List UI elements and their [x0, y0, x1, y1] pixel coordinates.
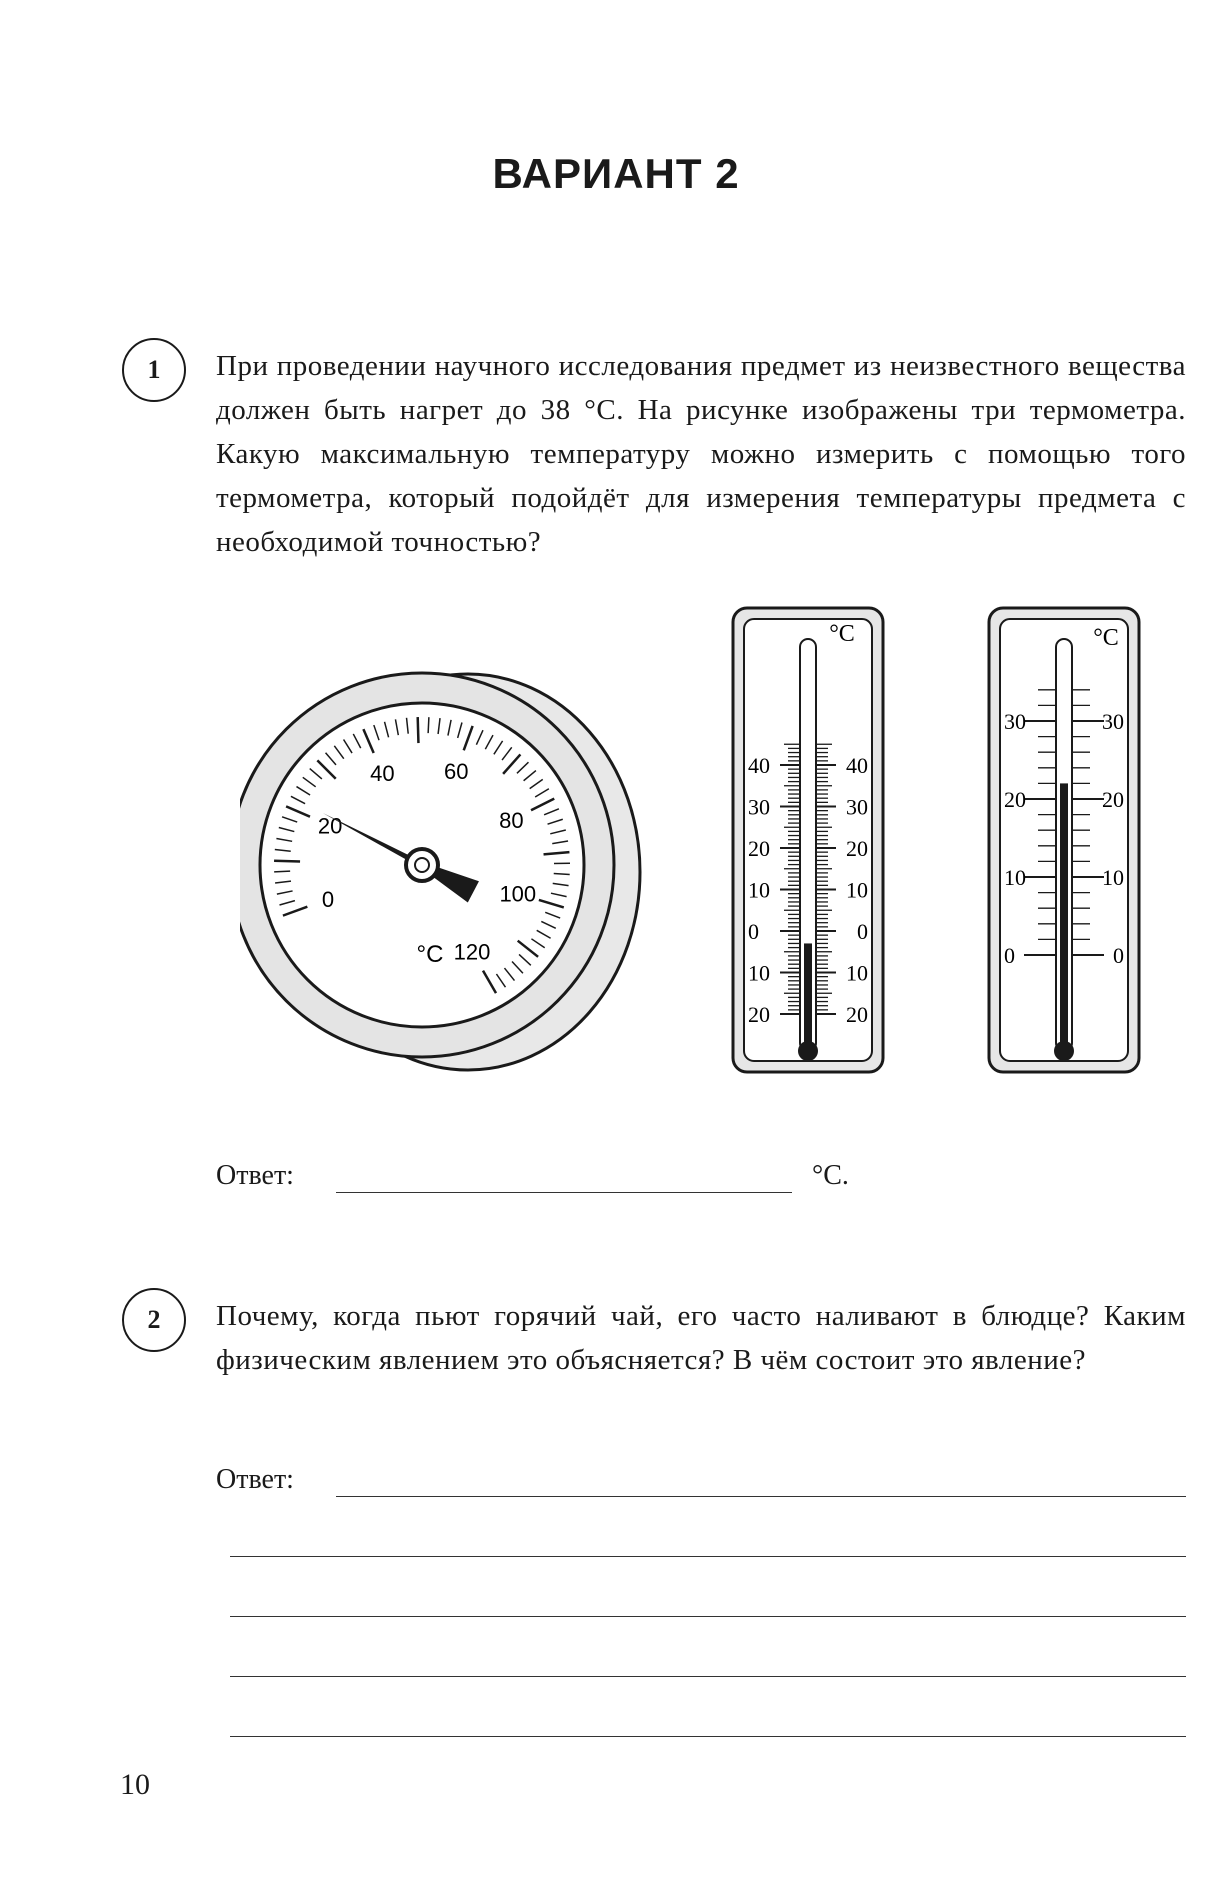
- dial-label: 0: [321, 887, 335, 913]
- answer-2-line-2[interactable]: [230, 1556, 1186, 1557]
- question-number-2: 2: [122, 1288, 186, 1352]
- t2-left-label: 30: [1004, 709, 1026, 734]
- question-2-text: Почему, когда пьют горячий чай, его часто наливают в блюдце? Каким физическим явлением это объясняется? В чём состоит это явление?: [216, 1300, 1186, 1376]
- t2-left-label: 20: [1004, 787, 1026, 812]
- t2-right-label: 10: [1102, 865, 1124, 890]
- tube-1-liquid: [804, 943, 812, 1051]
- t1-right-label: 20: [846, 836, 868, 861]
- tube-2-unit: °С: [1093, 625, 1119, 651]
- page-number: 10: [120, 1768, 150, 1801]
- answer-1-unit: °С.: [812, 1160, 849, 1191]
- dial-label: 120: [453, 939, 491, 965]
- tube-1-unit: °С: [829, 621, 855, 647]
- t1-left-label: 0: [748, 919, 759, 944]
- dial-label: 20: [317, 813, 343, 839]
- tube-2-bulb: [1054, 1041, 1074, 1061]
- dial-unit: °С: [416, 941, 444, 968]
- dial-tick: [274, 871, 290, 872]
- question-number-1: 1: [122, 338, 186, 402]
- t1-right-label: 30: [846, 794, 868, 820]
- answer-2-line-3[interactable]: [230, 1616, 1186, 1617]
- t2-left-label: 10: [1004, 865, 1026, 890]
- t1-left-label: 20: [748, 1002, 770, 1027]
- t2-right-label: 0: [1113, 943, 1124, 968]
- answer-2-line-4[interactable]: [230, 1676, 1186, 1677]
- tube-2-liquid: [1060, 783, 1068, 1051]
- tube-thermometer-1: [730, 605, 886, 1075]
- question-1-text: При проведении научного исследования предмет из неизвестного вещества должен быть нагрет до 38 °С. На рисунке изображены три термометра. Какую максимальную температуру можно измерить с помощью того термометра, который подойдёт для измерения температуры предмета с необходимой точностью?: [216, 350, 1186, 558]
- answer-1-label: Ответ:: [216, 1160, 294, 1191]
- t1-left-label: 20: [748, 836, 770, 861]
- page-title: ВАРИАНТ 2: [492, 150, 740, 197]
- dial-label: 60: [443, 759, 469, 785]
- dial-label: 40: [370, 761, 395, 787]
- dial-tick: [554, 873, 570, 874]
- answer-2-label: Ответ:: [216, 1464, 294, 1495]
- t1-left-label: 10: [748, 877, 770, 903]
- answer-2-line-5[interactable]: [230, 1736, 1186, 1737]
- dial-tick: [428, 717, 429, 733]
- tube-1-bulb: [798, 1041, 818, 1061]
- t2-right-label: 30: [1102, 709, 1124, 734]
- t2-right-label: 20: [1102, 787, 1124, 812]
- t1-right-label: 20: [846, 1002, 868, 1027]
- answer-1-line[interactable]: [336, 1192, 792, 1193]
- t1-right-label: 10: [846, 877, 868, 903]
- t1-left-label: 40: [748, 753, 770, 778]
- t1-left-label: 10: [748, 960, 770, 986]
- t1-right-label: 10: [846, 960, 868, 986]
- t2-left-label: 0: [1004, 943, 1015, 968]
- dial-tick: [274, 861, 300, 862]
- answer-2-line-1[interactable]: [336, 1496, 1186, 1497]
- dial-thermometer: [240, 650, 660, 1090]
- dial-label: 100: [499, 881, 537, 907]
- t1-right-label: 0: [857, 919, 868, 944]
- dial-label: 80: [499, 808, 524, 834]
- t1-left-label: 30: [748, 794, 770, 820]
- t1-right-label: 40: [846, 753, 868, 778]
- tube-thermometer-2: [986, 605, 1142, 1075]
- dial-tick: [418, 717, 419, 743]
